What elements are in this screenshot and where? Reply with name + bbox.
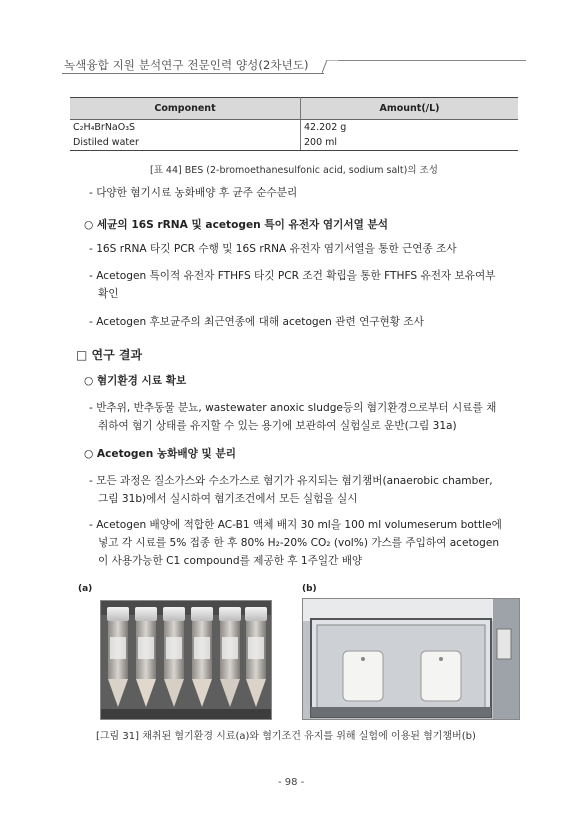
header-rule-upper bbox=[338, 60, 526, 61]
subheading: ○ Acetogen 농화배양 및 분리 bbox=[84, 448, 236, 460]
table-caption: [표 44] BES (2-bromoethanesulfonic acid, sodium salt)의 조성 bbox=[150, 165, 438, 176]
subheading: ○ 혐기환경 시료 확보 bbox=[84, 375, 187, 387]
figure-caption: [그림 31] 채취된 혐기환경 시료(a)와 혐기조건 유지를 위해 실험에 이용된 혐기챔버(b) bbox=[96, 731, 476, 742]
sample-tubes-image bbox=[101, 601, 271, 719]
cell-amount: 42.202 g bbox=[304, 122, 347, 133]
bullet-line: - 다양한 혐기시료 농화배양 후 균주 순수분리 bbox=[89, 187, 298, 199]
figure-label-a: (a) bbox=[78, 584, 93, 594]
bullet-line-cont: 취하여 혐기 상태를 유지할 수 있는 용기에 보관하여 실험실로 운반(그림 31a) bbox=[98, 420, 457, 432]
table-row bbox=[70, 135, 518, 151]
anaerobic-chamber-photo bbox=[302, 598, 520, 720]
bullet-line: - 모든 과정은 질소가스와 수소가스로 혐기가 유지되는 혐기챔버(anaerobic chamber, bbox=[89, 475, 493, 487]
table-header-row bbox=[70, 98, 518, 120]
figure-label-b: (b) bbox=[302, 584, 317, 594]
bullet-line: - 반추위, 반추동물 분뇨, wastewater anoxic sludge등의 혐기환경으로부터 시료를 채 bbox=[89, 402, 497, 414]
bullet-line-cont: 그림 31b)에서 실시하여 혐기조건에서 모든 실험을 실시 bbox=[98, 493, 358, 505]
header-slant-decoration bbox=[322, 60, 340, 74]
composition-table bbox=[70, 97, 518, 151]
subheading: ○ 세균의 16S rRNA 및 acetogen 특이 유전자 염기서열 분석 bbox=[84, 219, 389, 231]
column-header-amount: Amount(/L) bbox=[301, 98, 519, 120]
bullet-line: - Acetogen 후보균주의 최근연종에 대해 acetogen 관련 연구현황 조사 bbox=[89, 316, 424, 328]
cell-component: C₂H₄BrNaO₃S bbox=[70, 120, 301, 136]
cell-component: Distiled water bbox=[70, 135, 301, 151]
column-header-component: Component bbox=[70, 98, 301, 120]
bullet-line-cont: 확인 bbox=[98, 288, 119, 300]
running-header: 녹색융합 지원 분석연구 전문인력 양성(2차년도) bbox=[64, 58, 309, 72]
bullet-line-cont: 이 사용가능한 C1 compound를 제공한 후 1주일간 배양 bbox=[98, 555, 363, 567]
bullet-line-cont: 넣고 각 시료를 5% 접종 한 후 80% H₂-20% CO₂ (vol%) 가스를 주입하여 acetogen bbox=[98, 537, 500, 549]
page-number: - 98 - bbox=[278, 777, 305, 788]
header-rule bbox=[62, 73, 324, 74]
bullet-line: - Acetogen 배양에 적합한 AC-B1 액체 배지 30 ml을 100 ml volumeserum bottle에 bbox=[89, 519, 502, 531]
table-row bbox=[70, 120, 518, 136]
cell-amount: 200 ml bbox=[301, 135, 519, 151]
anaerobic-chamber-image bbox=[303, 599, 519, 719]
section-heading: □ 연구 결과 bbox=[76, 348, 143, 362]
sample-tubes-photo bbox=[100, 600, 272, 720]
bullet-line: - 16S rRNA 타깃 PCR 수행 및 16S rRNA 유전자 염기서열을 통한 근연종 조사 bbox=[89, 243, 457, 255]
bullet-line: - Acetogen 특이적 유전자 FTHFS 타깃 PCR 조건 확립을 통한 FTHFS 유전자 보유여부 bbox=[89, 270, 496, 282]
